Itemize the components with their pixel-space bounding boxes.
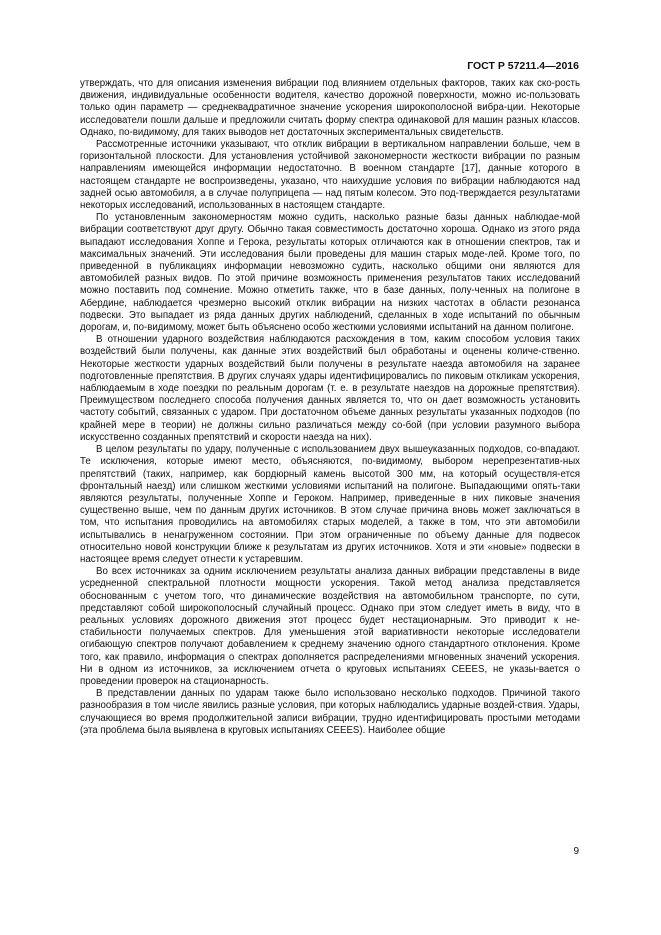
document-header: ГОСТ Р 57211.4—2016 (467, 60, 579, 72)
paragraph: Во всех источниках за одним исключением результаты анализа данных вибрации представлены в виде усредненной спектральной плотности мощности ускорения. Такой метод анализа представляется обоснованным с учетом того, что динамические воздействия на автомобильном транспорте, по сути, представляют собой широкополосный случайный процесс. Однако при этом следует иметь в виду, что в реальных условиях дорожного движения этот процесс будет нестационарным. Это приводит к не-стабильности получаемых спектров. Для уменьшения этой вариативности некоторые исследователи огибающую спектров получают добавлением к среднему значению одного стандартного отклонения. Кроме того, как правило, информация о спектрах дополняется распределениями мгновенных значений ускорения. Ни в одном из источников, за исключением отчета о круговых испытаниях CEEES, не указы-вается о проведении проверок на стационарность. (80, 566, 580, 687)
paragraph: Рассмотренные источники указывают, что отклик вибрации в вертикальном направлении больше, чем в горизонтальной плоскости. Для установления устойчивой закономерности жесткости вибрации по разным направлениям имеющейся информации недостаточно. В военном стандарте [17], данные которого в настоящем стандарте не воспроизведены, указано, что наихудшие условия по вибрации наблюдаются над задней осью автомобиля, а в случае полуприцепа — над пятым колесом. Это под-тверждается результатами некоторых исследований, использованных в настоящем стандарте. (80, 139, 580, 212)
paragraph: В целом результаты по удару, полученные с использованием двух вышеуказанных подходов, со-впадают. Те исключения, которые имеют место, объясняются, по-видимому, выбором нерепрезентатив-ных препятствий (таких, например, как бордюрный камень высотой 300 мм, на который осуществля-ется фронтальный наезд) или слишком жесткими условиями испытаний на полигоне. Выпадающими опять-таки являются результаты, полученные Хоппе и Героком. Например, приведенные в них пиковые значения существенно выше, чем по данным других источников. В этом случае причина вновь может заключаться в том, что испытания проводились на автомобилях старых моделей, а также в том, что эти автомобили испытывались в ненагруженном состоянии. При этом ограниченные по объему данные для подвесок относительно новой конструкции ближе к результатам из других источников. Хотя и эти «новые» подвески в настоящее время следует отнести к устаревшим. (80, 444, 580, 565)
paragraph: По установленным закономерностям можно судить, насколько разные базы данных наблюдае-мой вибрации соответствуют друг другу. Обычно такая совместимость достаточно хороша. Однако из этого ряда выпадают исследования Хоппе и Герока, результаты которых отличаются как в отношении спектров, так и максимальных значений. Эти исследования были проведены для машин старых моде-лей. Кроме того, по приведенной в публикациях информации невозможно судить, насколько общими они являются для автомобилей разных видов. По этой причине возможность применения результатов таких исследований можно поставить под сомнение. Можно отметить также, что в базе данных, полу-ченных на полигоне в Абердине, наблюдается чрезмерно высокий отклик вибрации на низких частотах в области резонанса подвески. Это выпадает из ряда данных других наблюдений, сделанных в ходе испытаний по обычным дорогам, и, по-видимому, может быть объяснено особо жесткими условиями испытаний на данном полигоне. (80, 212, 580, 334)
paragraph: В представлении данных по ударам также было использовано несколько подходов. Причиной такого разнообразия в том числе явились разные условия, при которых наблюдались ударные воздей-ствия. Удары, случающиеся во время продолжительной записи вибрации, трудно идентифицировать простыми методами (эта проблема была выявлена в круговых испытаниях CEEES). Наиболее общие (80, 688, 580, 736)
paragraph: утверждать, что для описания изменения вибрации под влиянием отдельных факторов, таких как ско-рость движения, индивидуальные особенности водителя, качество дорожной поверхности, можно ис-пользовать только один параметр — среднеквадратичное значение ускорения широкополосной вибра-ции. Некоторые исследователи пошли дальше и предложили считать форму спектра одинаковой для машин разных классов. Однако, по-видимому, для таких выводов нет достаточных экспериментальных свидетельств. (80, 78, 580, 138)
document-body (80, 78, 580, 737)
page-number: 9 (573, 846, 579, 857)
paragraph: В отношении ударного воздействия наблюдаются расхождения в том, каким способом условия таких воздействий были получены, как данные этих воздействий был обработаны и оценены количе-ственно. Некоторые жесткости ударных воздействий были получены в результате наезда автомобиля на заранее подготовленные препятствия. В других случаях удары идентифицировались по пиковым откликам ускорения, наблюдаемым в ходе поездки по реальным дорогам (т. е. в результате наездов на дорожные препятствия). Преимуществом последнего способа получения данных является то, что он дает возможность установить частоту событий, связанных с ударом. При достаточном объеме данных результаты указанных подходов (по крайней мере в теории) не должны сильно различаться между со-бой (при условии разумного выбора искусственно созданных препятствий и скорости наезда на них). (80, 334, 580, 443)
